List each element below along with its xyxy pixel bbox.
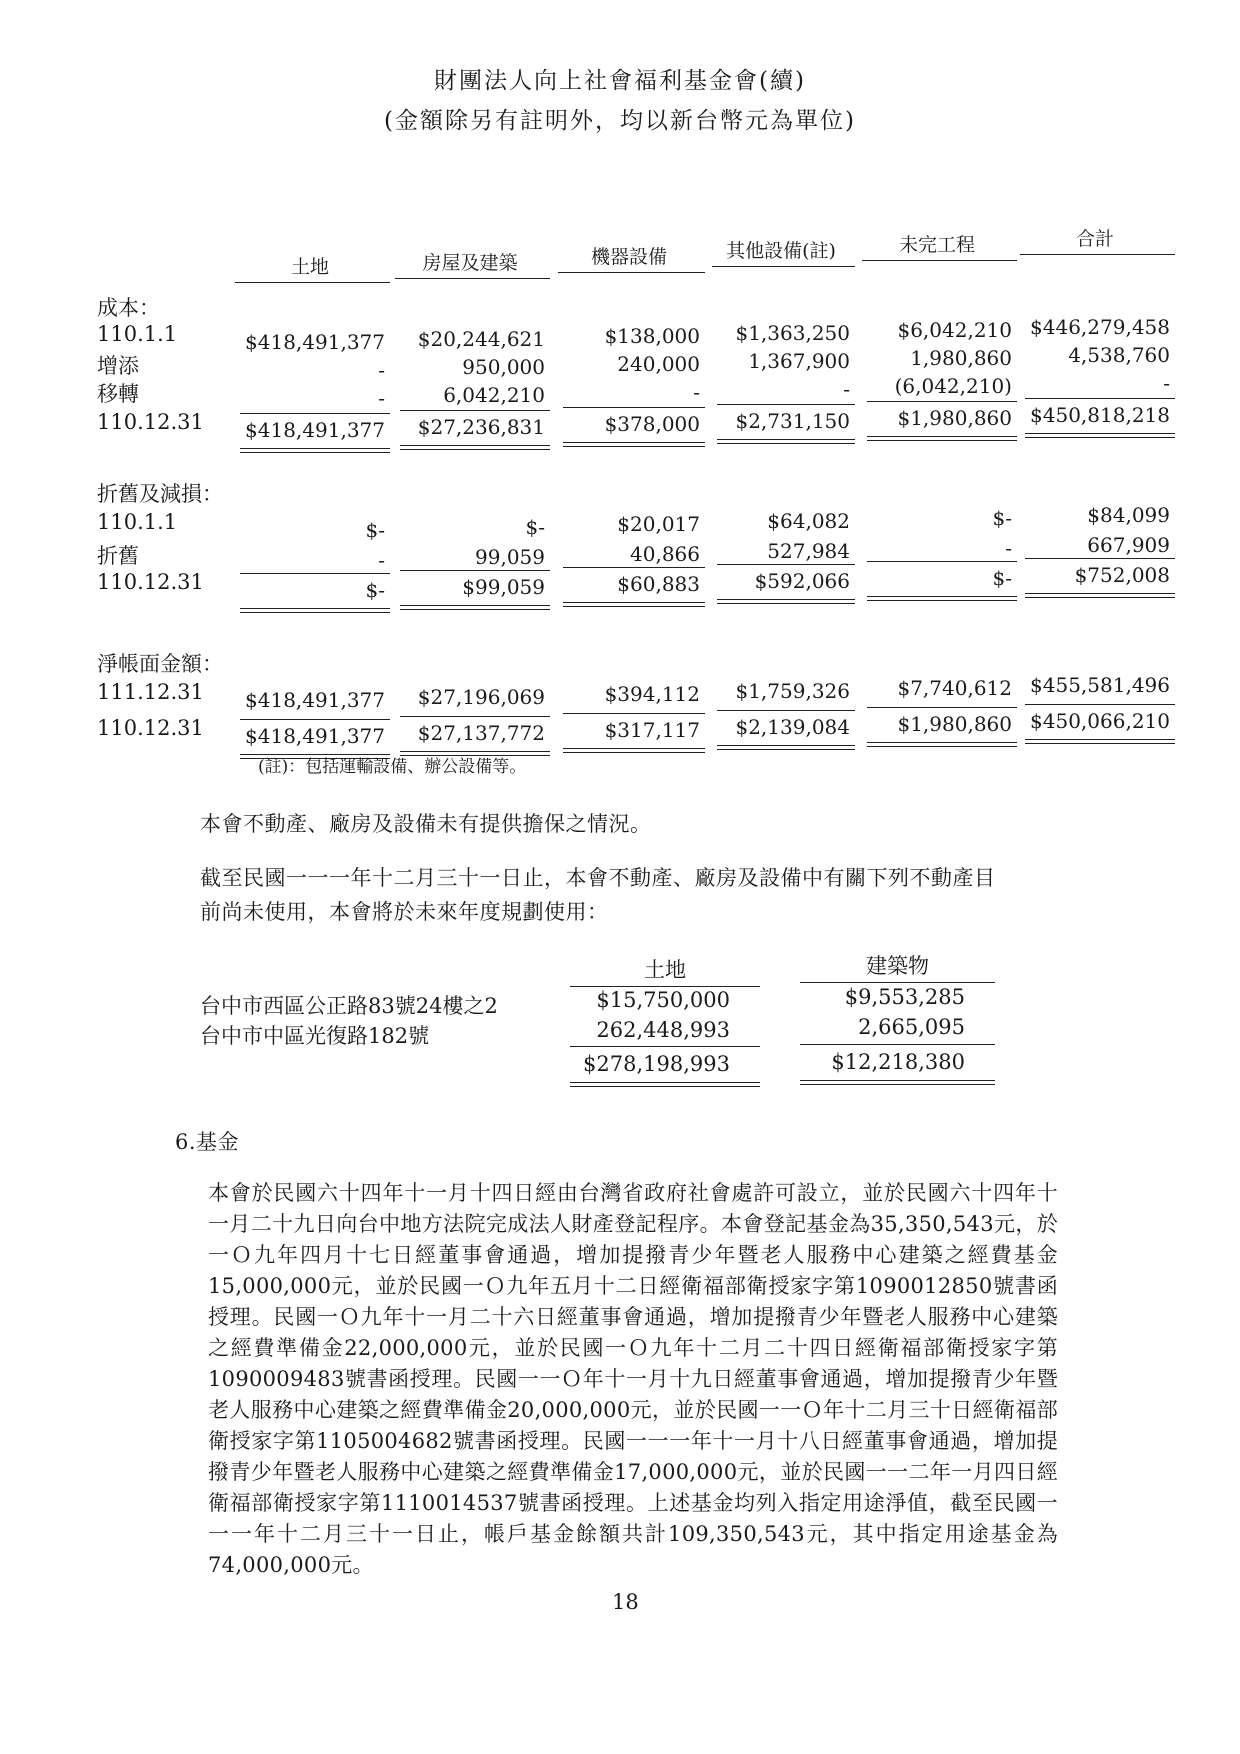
ppe-cell: $450,818,218	[1030, 402, 1170, 427]
ppe-subtotal-rule	[400, 570, 550, 571]
ppe-total-rule	[867, 596, 1017, 601]
ppe-cell: $27,137,772	[417, 720, 545, 745]
ppe-subtotal-rule	[400, 410, 550, 411]
ppe-subtotal-rule	[867, 707, 1017, 708]
ppe-total-rule	[400, 605, 550, 610]
ppe-cell: 527,984	[767, 538, 850, 563]
ppe-subtotal-rule	[1025, 704, 1175, 705]
unused-header-underline	[800, 982, 995, 983]
ppe-total-rule	[717, 439, 855, 444]
document-subtitle: (金額除另有註明外，均以新台幣元為單位)	[384, 108, 856, 134]
ppe-subtotal-rule	[717, 710, 855, 711]
ppe-row-label: 111.12.31	[97, 680, 204, 704]
ppe-total-rule	[563, 442, 705, 447]
ppe-cell: $-	[365, 577, 385, 602]
unused-header-underline	[570, 986, 760, 987]
ppe-cell: -	[1005, 535, 1012, 560]
ppe-cell: $27,196,069	[417, 684, 545, 709]
ppe-cell: $450,066,210	[1030, 708, 1170, 733]
ppe-cell: $-	[365, 517, 385, 542]
fund-section-heading: 6.基金	[175, 1130, 240, 1154]
unused-subtotal-rule	[800, 1044, 995, 1045]
ppe-row-label: 110.1.1	[97, 322, 178, 346]
page-number: 18	[612, 1590, 639, 1614]
unused-cell: 2,665,095	[858, 1015, 965, 1039]
no-collateral-paragraph: 本會不動產、廠房及設備未有提供擔保之情況。	[200, 812, 652, 836]
ppe-subtotal-rule	[240, 413, 390, 414]
ppe-cell: $752,008	[1074, 562, 1170, 587]
ppe-cell: 240,000	[617, 351, 700, 376]
ppe-subtotal-rule	[563, 567, 705, 568]
unused-cell: $9,553,285	[844, 985, 965, 1009]
ppe-cell: $7,740,612	[897, 675, 1012, 700]
ppe-cell: -	[693, 379, 700, 404]
ppe-cell: 40,866	[630, 541, 700, 566]
ppe-row-label: 110.12.31	[97, 570, 204, 594]
ppe-section-label: 淨帳面金額：	[97, 652, 223, 676]
ppe-cell: $1,980,860	[897, 405, 1012, 430]
ppe-cell: $317,117	[604, 717, 700, 742]
ppe-cell: $1,363,250	[735, 320, 850, 345]
ppe-cell: $-	[992, 565, 1012, 590]
ppe-cell: $64,082	[767, 508, 850, 533]
ppe-cell: -	[378, 357, 385, 382]
ppe-total-rule	[240, 608, 390, 613]
unused-property-paragraph-line1: 截至民國一一一年十二月三十一日止，本會不動產、廠房及設備中有關下列不動產目	[200, 866, 996, 890]
unused-total-cell: $12,218,380	[831, 1050, 965, 1074]
ppe-subtotal-rule	[717, 564, 855, 565]
ppe-cell: $84,099	[1087, 502, 1170, 527]
ppe-subtotal-rule	[1025, 398, 1175, 399]
ppe-cell: 99,059	[475, 544, 545, 569]
ppe-total-rule	[1025, 739, 1175, 744]
ppe-cell: 6,042,210	[443, 382, 545, 407]
ppe-cell: $418,491,377	[245, 417, 385, 442]
ppe-total-rule	[563, 748, 705, 753]
ppe-cell: $455,581,496	[1030, 672, 1170, 697]
ppe-total-rule	[1025, 433, 1175, 438]
ppe-subtotal-rule	[1025, 558, 1175, 559]
unused-total-rule	[800, 1080, 995, 1085]
ppe-subtotal-rule	[867, 401, 1017, 402]
document-title: 財團法人向上社會福利基金會(續)	[434, 68, 806, 94]
ppe-cell: $99,059	[462, 574, 545, 599]
ppe-cell: -	[843, 376, 850, 401]
ppe-cell: $6,042,210	[897, 317, 1012, 342]
ppe-cell: $378,000	[604, 411, 700, 436]
ppe-column-header: 未完工程	[898, 234, 975, 256]
ppe-total-rule	[240, 448, 390, 453]
ppe-cell: $592,066	[754, 568, 850, 593]
ppe-cell: -	[378, 547, 385, 572]
ppe-cell: (6,042,210)	[894, 373, 1012, 398]
ppe-column-header: 土地	[290, 256, 329, 278]
ppe-subtotal-rule	[867, 561, 1017, 562]
ppe-column-header: 房屋及建築	[422, 252, 518, 274]
unused-row-label: 台中市西區公正路83號24樓之2	[200, 994, 498, 1018]
ppe-cell: 950,000	[462, 354, 545, 379]
ppe-column-header: 機器設備	[590, 246, 667, 268]
ppe-cell: 667,909	[1087, 532, 1170, 557]
ppe-header-underline	[1020, 254, 1175, 255]
ppe-cell: $418,491,377	[245, 329, 385, 354]
unused-cell: $15,750,000	[596, 988, 730, 1012]
fund-section-body: 本會於民國六十四年十一月十四日經由台灣省政府社會處許可設立，並於民國六十四年十一月二十九日向台中地方法院完成法人財產登記程序。本會登記基金為35,350,543元，於一Ｏ九年四月十七日經董事會通過，增加提撥青少年暨老人服務中心建築之經費基金15,000,000元，並於民國一Ｏ九年五月十二日經衛福部衛授家字第1090012850號書函授理。民國一Ｏ九年十一月二十六日經董事會通過，增加提撥青少年暨老人服務中心建築之經費準備金22,000,000元，並於民國一Ｏ九年十二月二十四日經衛福部衛授家字第1090009483號書函授理。民國一一Ｏ年十一月十九日經董事會通過，增加提撥青少年暨老人服務中心建築之經費準備金20,000,000元，並於民國一一Ｏ年十二月三十日經衛福部衛授家字第1105004682號書函授理。民國一一一年十一月十八日經董事會通過，增加提撥青少年暨老人服務中心建築之經費準備金17,000,000元，並於民國一一二年一月四日經衛福部衛授家字第1110014537號書函授理。上述基金均列入指定用途淨值，截至民國一一一年十二月三十一日止，帳戶基金餘額共計109,350,543元，其中指定用途基金為74,000,000元。	[208, 1181, 1058, 1577]
unused-total-cell: $278,198,993	[583, 1052, 730, 1076]
ppe-section-label: 成本：	[97, 296, 160, 320]
ppe-cell: -	[378, 385, 385, 410]
ppe-total-rule	[717, 745, 855, 750]
ppe-cell: 1,367,900	[748, 348, 850, 373]
ppe-row-label: 折舊	[97, 544, 139, 568]
ppe-subtotal-rule	[240, 719, 390, 720]
ppe-cell: 4,538,760	[1068, 342, 1170, 367]
ppe-cell: $60,883	[617, 571, 700, 596]
ppe-subtotal-rule	[717, 404, 855, 405]
ppe-column-header: 合計	[1075, 228, 1114, 250]
ppe-header-underline	[862, 260, 1017, 261]
ppe-cell: $138,000	[604, 323, 700, 348]
ppe-total-rule	[1025, 593, 1175, 598]
ppe-cell: $394,112	[604, 681, 700, 706]
ppe-total-rule	[867, 742, 1017, 747]
ppe-subtotal-rule	[400, 716, 550, 717]
ppe-subtotal-rule	[240, 573, 390, 574]
ppe-cell: $20,017	[617, 511, 700, 536]
ppe-cell: $418,491,377	[245, 723, 385, 748]
ppe-subtotal-rule	[563, 713, 705, 714]
ppe-cell: $27,236,831	[417, 414, 545, 439]
ppe-subtotal-rule	[563, 407, 705, 408]
ppe-total-rule	[563, 602, 705, 607]
ppe-total-rule	[717, 599, 855, 604]
ppe-total-rule	[867, 436, 1017, 441]
ppe-row-label: 110.12.31	[97, 410, 204, 434]
ppe-row-label: 110.12.31	[97, 716, 204, 740]
ppe-header-underline	[712, 266, 855, 267]
ppe-row-label: 110.1.1	[97, 510, 178, 534]
unused-property-paragraph-line2: 前尚未使用，本會將於未來年度規劃使用：	[200, 900, 609, 924]
ppe-cell: $446,279,458	[1030, 314, 1170, 339]
ppe-cell: $-	[525, 514, 545, 539]
ppe-section-label: 折舊及減損：	[97, 482, 223, 506]
ppe-cell: $418,491,377	[245, 687, 385, 712]
ppe-cell: -	[1163, 370, 1170, 395]
ppe-cell: $-	[992, 505, 1012, 530]
ppe-header-underline	[395, 278, 550, 279]
ppe-footnote: (註)：包括運輸設備、辦公設備等。	[258, 757, 527, 777]
ppe-row-label: 移轉	[97, 382, 139, 406]
ppe-cell: $1,980,860	[897, 711, 1012, 736]
ppe-header-underline	[558, 272, 705, 273]
ppe-cell: $20,244,621	[417, 326, 545, 351]
unused-total-rule	[570, 1082, 760, 1087]
ppe-total-rule	[400, 445, 550, 450]
unused-column-header: 建築物	[866, 954, 929, 978]
ppe-cell: $2,731,150	[735, 408, 850, 433]
ppe-header-underline	[235, 282, 390, 283]
ppe-cell: $2,139,084	[735, 714, 850, 739]
unused-row-label: 台中市中區光復路182號	[200, 1024, 430, 1048]
unused-column-header: 土地	[644, 958, 686, 982]
ppe-cell: $1,759,326	[735, 678, 850, 703]
unused-subtotal-rule	[570, 1046, 760, 1047]
ppe-row-label: 增添	[97, 354, 139, 378]
ppe-cell: 1,980,860	[910, 345, 1012, 370]
ppe-column-header: 其他設備(註)	[726, 240, 836, 262]
unused-cell: 262,448,993	[596, 1018, 730, 1042]
